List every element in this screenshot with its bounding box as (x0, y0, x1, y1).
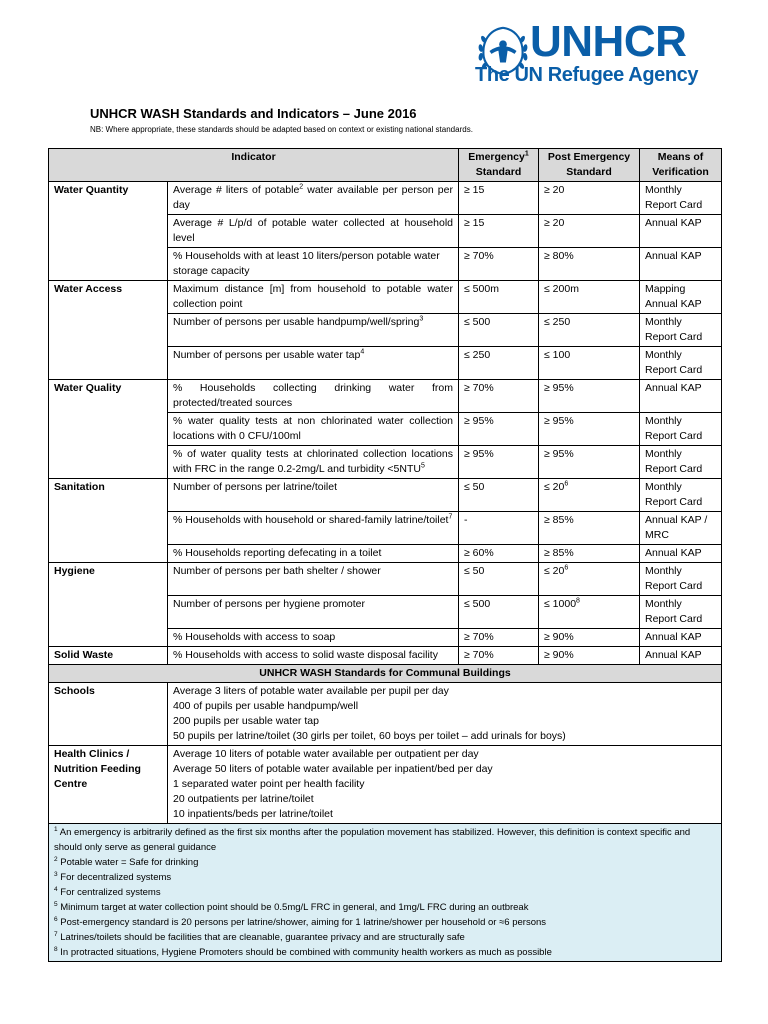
footnote: $^5$ Minimum target at water collection point should be 0.5mg/L FRC in general, and 1mg/L FRC during an outbreak (54, 900, 529, 913)
indicator-cell: % Households collecting drinking water from protected/treated sources (168, 380, 459, 413)
category-health-clinics: Health Clinics / Nutrition Feeding Centre (49, 746, 168, 824)
list-item: 200 pupils per usable water tap (173, 715, 319, 727)
indicator-cell: % Households with at least 10 liters/person potable water storage capacity (168, 248, 459, 281)
means-cell: Mapping Annual KAP (640, 281, 722, 314)
indicator-cell: % Households with access to soap (168, 629, 459, 647)
list-item: Average 10 liters of potable water available per outpatient per day (173, 748, 479, 760)
indicator-cell: Number of persons per usable handpump/well/spring$^3$ (168, 314, 459, 347)
means-cell: Annual KAP (640, 248, 722, 281)
footnote: $^7$ Latrines/toilets should be facilities that are cleanable, guarantee privacy and are structurally safe (54, 930, 465, 943)
indicator-cell: % of water quality tests at chlorinated collection locations with FRC in the range 0.2-2mg/L and turbidity $<5NTU^5$ (168, 446, 459, 479)
indicator-cell: % water quality tests at non chlorinated water collection locations with 0 CFU/100ml (168, 413, 459, 446)
post-emergency-cell: ≤ 200m (539, 281, 640, 314)
list-item: 1 separated water point per health facility (173, 778, 365, 790)
emergency-cell: ≤ 500 (459, 596, 539, 629)
header-post-emergency: Post Emergency Standard (539, 149, 640, 182)
table-row (49, 380, 722, 413)
means-cell: Annual KAP (640, 545, 722, 563)
emergency-cell: ≥ 15 (459, 215, 539, 248)
footnote: $^4$ For centralized systems (54, 885, 161, 898)
emergency-cell: ≥ 60% (459, 545, 539, 563)
means-cell: Annual KAP (640, 647, 722, 665)
indicator-cell: Average # L/p/d of potable water collected at household level (168, 215, 459, 248)
footnote: $^6$ Post-emergency standard is 20 persons per latrine/shower, aiming for 1 latrine/shower per household or ≈6 persons (54, 915, 547, 928)
table-row (49, 182, 722, 215)
list-item: 20 outpatients per latrine/toilet (173, 793, 314, 805)
list-item: 400 of pupils per usable handpump/well (173, 700, 359, 712)
post-emergency-cell: ≤ $20^6$ (539, 563, 640, 596)
list-item: 50 pupils per latrine/toilet (30 girls per toilet, 60 boys per toilet – add urinals for boys) (173, 730, 566, 742)
post-emergency-cell: ≥ 85% (539, 512, 640, 545)
indicator-cell: % Households with household or shared-family latrine/toilet$^7$ (168, 512, 459, 545)
document-title: UNHCR WASH Standards and Indicators – June 2016 (90, 106, 417, 121)
header-indicator: Indicator (49, 149, 459, 182)
logo-name: UNHCR (530, 17, 687, 66)
emergency-cell: ≥ 70% (459, 248, 539, 281)
category-schools: Schools (49, 683, 168, 746)
footnote: $^2$ Potable water = Safe for drinking (54, 855, 199, 868)
footnotes-row (49, 824, 722, 962)
means-cell: Monthly Report Card (640, 446, 722, 479)
footnote: $^3$ For decentralized systems (54, 870, 172, 883)
indicator-cell: Number of persons per latrine/toilet (168, 479, 459, 512)
means-cell: Annual KAP (640, 629, 722, 647)
footnote: $^8$ In protracted situations, Hygiene Promoters should be combined with community health workers as much as possible (54, 945, 552, 958)
post-emergency-cell: ≥ 85% (539, 545, 640, 563)
emergency-cell: ≤ 50 (459, 563, 539, 596)
category-hygiene: Hygiene (49, 563, 168, 647)
post-emergency-cell: ≤ 250 (539, 314, 640, 347)
indicator-cell: % Households with access to solid waste disposal facility (168, 647, 459, 665)
category-water-access: Water Access (49, 281, 168, 380)
indicator-cell: Number of persons per hygiene promoter (168, 596, 459, 629)
table-row (49, 746, 722, 824)
list-item: 10 inpatients/beds per latrine/toilet (173, 808, 333, 820)
indicator-cell: Number of persons per bath shelter / shower (168, 563, 459, 596)
communal-heading-row (49, 665, 722, 683)
category-water-quality: Water Quality (49, 380, 168, 479)
footnotes (49, 824, 722, 962)
post-emergency-cell: ≤ $1000^8$ (539, 596, 640, 629)
post-emergency-cell: ≥ 95% (539, 413, 640, 446)
indicator-cell: Average # liters of potable$^2$ water available per person per day (168, 182, 459, 215)
table-row (49, 647, 722, 665)
category-sanitation: Sanitation (49, 479, 168, 563)
list-item: Average 50 liters of potable water available per inpatient/bed per day (173, 763, 493, 775)
emergency-cell: ≤ 50 (459, 479, 539, 512)
means-cell: Monthly Report Card (640, 182, 722, 215)
post-emergency-cell: ≥ 90% (539, 647, 640, 665)
post-emergency-cell: ≤ 100 (539, 347, 640, 380)
emergency-cell: ≥ 95% (459, 413, 539, 446)
emergency-cell: ≥ 70% (459, 629, 539, 647)
means-cell: Monthly Report Card (640, 596, 722, 629)
means-cell: Monthly Report Card (640, 413, 722, 446)
post-emergency-cell: ≥ 20 (539, 182, 640, 215)
post-emergency-cell: ≥ 80% (539, 248, 640, 281)
indicator-cell: % Households reporting defecating in a toilet (168, 545, 459, 563)
table-row (49, 281, 722, 314)
emergency-cell: ≤ 500m (459, 281, 539, 314)
table-row (49, 563, 722, 596)
means-cell: Monthly Report Card (640, 479, 722, 512)
post-emergency-cell: ≥ 95% (539, 380, 640, 413)
communal-heading: UNHCR WASH Standards for Communal Buildings (49, 665, 722, 683)
header-emergency: Emergency$^1$ Standard (459, 149, 539, 182)
indicator-cell: Number of persons per usable water tap$^4$ (168, 347, 459, 380)
table-row (49, 683, 722, 746)
health-standards (168, 746, 722, 824)
unhcr-logo (474, 17, 720, 86)
schools-standards (168, 683, 722, 746)
post-emergency-cell: ≥ 95% (539, 446, 640, 479)
emergency-cell: - (459, 512, 539, 545)
standards-table (48, 148, 722, 962)
category-water-quantity: Water Quantity (49, 182, 168, 281)
category-solid-waste: Solid Waste (49, 647, 168, 665)
emergency-cell: ≥ 70% (459, 647, 539, 665)
post-emergency-cell: ≥ 20 (539, 215, 640, 248)
emergency-cell: ≥ 95% (459, 446, 539, 479)
document-note: NB: Where appropriate, these standards should be adapted based on context or existing national standards. (90, 125, 473, 134)
means-cell: Annual KAP / MRC (640, 512, 722, 545)
emergency-cell: ≥ 70% (459, 380, 539, 413)
emergency-cell: ≤ 500 (459, 314, 539, 347)
means-cell: Monthly Report Card (640, 347, 722, 380)
emergency-cell: ≤ 250 (459, 347, 539, 380)
logo-tagline: The UN Refugee Agency (475, 64, 699, 86)
list-item: Average 3 liters of potable water available per pupil per day (173, 685, 449, 697)
means-cell: Annual KAP (640, 215, 722, 248)
header-means: Means of Verification (640, 149, 722, 182)
emergency-cell: ≥ 15 (459, 182, 539, 215)
indicator-cell: Maximum distance [m] from household to potable water collection point (168, 281, 459, 314)
post-emergency-cell: ≥ 90% (539, 629, 640, 647)
footnote: $^1$ An emergency is arbitrarily defined as the first six months after the population movement has stabilized. However, this definition is context specific and should only serve as general guidance (54, 825, 691, 853)
means-cell: Monthly Report Card (640, 563, 722, 596)
table-header-row (49, 149, 722, 182)
means-cell: Annual KAP (640, 380, 722, 413)
means-cell: Monthly Report Card (640, 314, 722, 347)
post-emergency-cell: ≤ $20^6$ (539, 479, 640, 512)
table-row (49, 479, 722, 512)
